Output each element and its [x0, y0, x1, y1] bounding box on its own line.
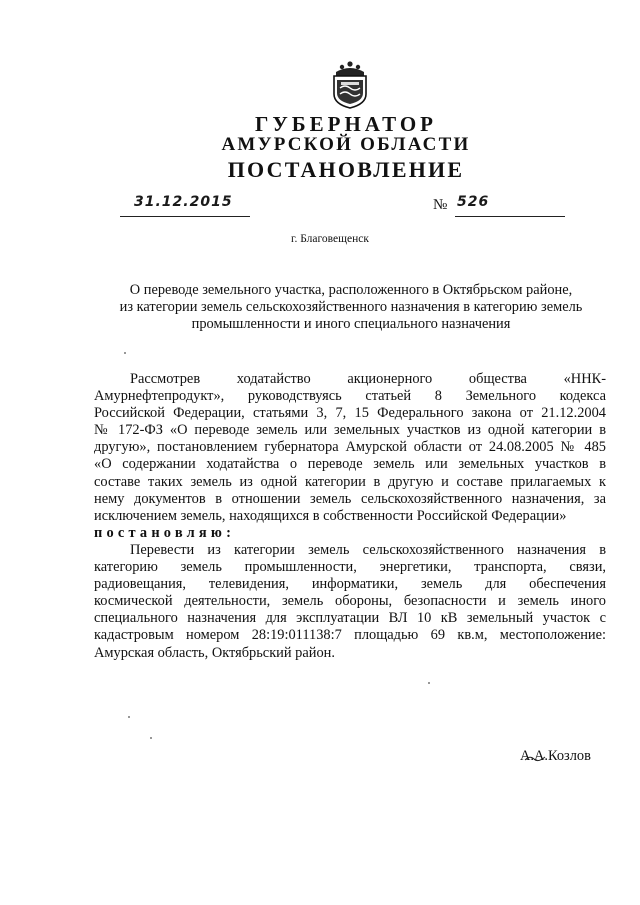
document-type-title: ПОСТАНОВЛЕНИЕ: [227, 157, 465, 182]
resolution-line: Перевести из категории земель сельскохозяйственного назначения в: [130, 541, 606, 558]
preamble-line: составе таких земель из одной категории в другую и составе прилагаемых к: [94, 473, 606, 490]
document-subject: [96, 282, 606, 333]
resolution-line: кадастровым номером 28:19:011138:7 площадью 69 кв.м, местоположение:: [94, 627, 606, 644]
subject-line: из категории земель сельскохозяйственного назначения в категорию земель: [119, 299, 583, 315]
resolution-line: космической деятельности, земель обороны, безопасности и земель иного: [94, 593, 606, 610]
preamble-line: Рассмотрев ходатайство акционерного общества «ННК-: [130, 371, 606, 387]
subject-line: промышленности и иного специального назначения: [191, 316, 511, 332]
document-body: [94, 371, 606, 662]
handwritten-signature: [524, 753, 546, 763]
scan-speck: [428, 682, 430, 684]
preamble-line: исключением земель, находящихся в собственности Российской Федерации»: [94, 507, 567, 524]
resolution-line: Амурская область, Октябрьский район.: [94, 644, 335, 661]
coat-of-arms-emblem: [328, 58, 372, 110]
preamble-line: нему документов в отношении земель сельскохозяйственного назначения, за: [94, 490, 606, 507]
scan-speck: [150, 737, 152, 739]
region-title: АМУРСКОЙ ОБЛАСТИ: [221, 134, 471, 155]
number-field: [455, 196, 565, 217]
preamble-line: № 172-ФЗ «О переводе земель или земельных участков из одной категории в: [94, 422, 606, 439]
decree-keyword: постановляю:: [94, 524, 236, 541]
preamble-line: «О содержании ходатайства о переводе земель или земельных участков в: [94, 456, 606, 473]
preamble-line: другую», постановлением губернатора Амурской области от 24.08.2005 № 485: [94, 439, 606, 456]
handwritten-date: 31.12.2015: [134, 194, 233, 210]
decree-keyword-line: [94, 525, 606, 542]
subject-line: О переводе земельного участка, расположенного в Октябрьском районе,: [129, 282, 573, 298]
preamble-line: Российской Федерации, статьями 3, 7, 15 Федерального закона от 21.12.2004: [94, 405, 606, 422]
resolution-line: радиовещания, телевидения, информатики, земель для обеспечения: [94, 576, 606, 593]
city-label: г. Благовещенск: [291, 233, 369, 245]
resolution-line: специального назначения для эксплуатации ВЛ 10 кВ земельный участок с: [94, 610, 606, 627]
resolution-line: категорию земель промышленности, энергетики, транспорта, связи,: [94, 559, 606, 576]
handwritten-number: 526: [457, 194, 490, 210]
number-sign: №: [433, 197, 448, 213]
scan-speck: [128, 716, 130, 718]
governor-title: ГУБЕРНАТОР: [254, 112, 438, 136]
preamble-line: Амурнефтепродукт», руководствуясь статьей 8 Земельного кодекса: [94, 388, 606, 405]
signatory-name: А.А.Козлов: [520, 748, 591, 764]
date-field: [120, 196, 250, 217]
scan-speck: [124, 352, 126, 354]
